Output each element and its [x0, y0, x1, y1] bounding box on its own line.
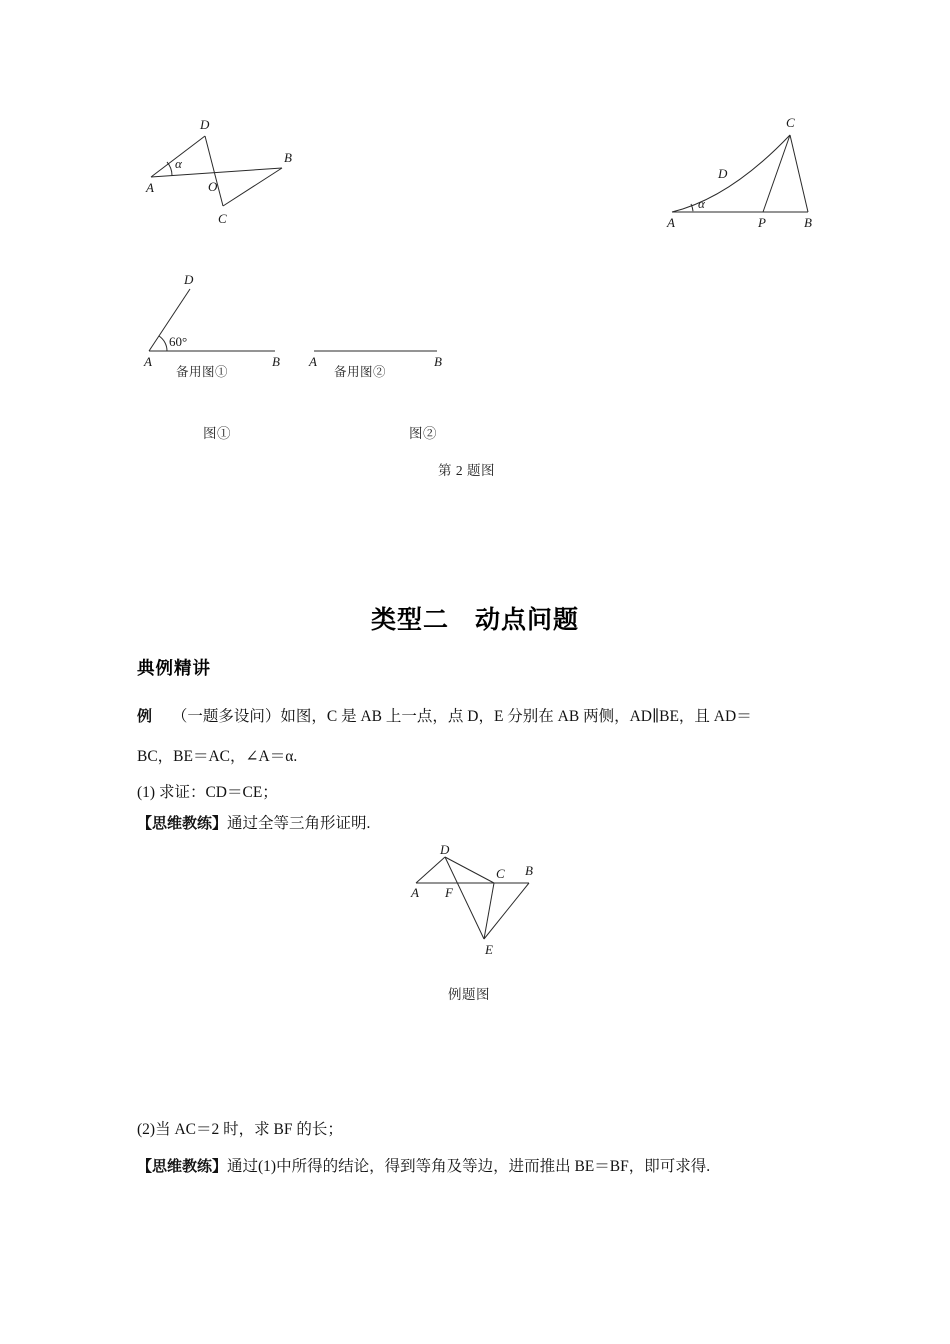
- label-B: B: [284, 150, 292, 165]
- hint-label-2: 【思维教练】: [137, 1158, 228, 1175]
- example-question-2: (2)当 AC＝2 时，求 BF 的长；: [137, 1121, 343, 1138]
- label-angle-alpha: α: [698, 196, 705, 211]
- example-question-1: (1) 求证：CD＝CE；: [137, 784, 278, 801]
- figure-2-svg: [660, 105, 825, 230]
- label-B: B: [525, 863, 533, 878]
- label-angle-60: 60°: [169, 334, 188, 349]
- label-C: C: [218, 211, 227, 226]
- spare-figure-2-svg: [305, 272, 450, 372]
- example-hint-1: [137, 812, 370, 836]
- line-CB: [790, 135, 808, 212]
- hint-label-1: 【思维教练】: [137, 815, 228, 832]
- example-marker: 例: [137, 708, 153, 725]
- spare-figure-2-container: [305, 272, 450, 372]
- line-AD: [416, 857, 445, 883]
- spare-figure-2-caption: 备用图②: [334, 365, 387, 379]
- label-angle-alpha: α: [175, 156, 182, 171]
- label-A: A: [667, 215, 675, 230]
- label-D: D: [440, 842, 450, 857]
- label-B: B: [804, 215, 812, 230]
- label-E: E: [485, 942, 493, 957]
- spare-figure-1-caption: 备用图①: [176, 365, 229, 379]
- line-DC: [205, 136, 223, 206]
- section-heading-examples: 典例精讲: [137, 658, 211, 678]
- label-A: A: [146, 180, 154, 195]
- line-CB: [223, 168, 282, 206]
- label-C: C: [496, 866, 505, 881]
- spare-figure-1-container: [140, 272, 300, 372]
- label-A: A: [411, 885, 419, 900]
- example-figure-svg: [405, 842, 580, 967]
- label-D: D: [200, 117, 210, 132]
- figure-1-svg: [138, 105, 313, 230]
- line-CE: [484, 883, 494, 939]
- spare-figure-1-svg: [140, 272, 300, 372]
- label-B: B: [272, 354, 280, 369]
- label-C: C: [786, 115, 795, 130]
- label-O: O: [208, 179, 218, 194]
- label-D: D: [184, 272, 194, 287]
- line-CP: [763, 135, 790, 212]
- label-A: A: [309, 354, 317, 369]
- hint-text-2: 通过(1)中所得的结论，得到等角及等边，进而推出 BE＝BF，即可求得.: [227, 1158, 711, 1175]
- figure-2-container: [660, 105, 825, 230]
- label-B: B: [434, 354, 442, 369]
- label-P: P: [758, 215, 766, 230]
- line-BE: [484, 883, 529, 939]
- example-figure-container: [405, 842, 580, 967]
- line-DC: [445, 857, 494, 883]
- hint-text-1: 通过全等三角形证明.: [227, 815, 371, 832]
- figure-1-container: [138, 105, 313, 230]
- example-line-1: [137, 705, 752, 729]
- question-2-figure-caption: 第 2 题图: [438, 463, 495, 478]
- example-figure-caption: 例题图: [448, 987, 490, 1002]
- figure-1-caption: 图①: [203, 426, 231, 441]
- line-AC-through-D: [672, 135, 790, 212]
- example-line-1-text: （一题多设问）如图，C 是 AB 上一点，点 D，E 分别在 AB 两侧，AD∥BE，且 AD＝: [171, 708, 752, 725]
- example-line-2: BC，BE＝AC，∠A＝α.: [137, 748, 298, 765]
- label-F: F: [445, 885, 453, 900]
- example-hint-2: [137, 1155, 710, 1179]
- figure-2-caption: 图②: [409, 426, 437, 441]
- page-title-type-heading: 类型二 动点问题: [370, 606, 579, 634]
- label-D: D: [718, 166, 728, 181]
- label-A: A: [144, 354, 152, 369]
- angle-arc-60: [159, 336, 167, 351]
